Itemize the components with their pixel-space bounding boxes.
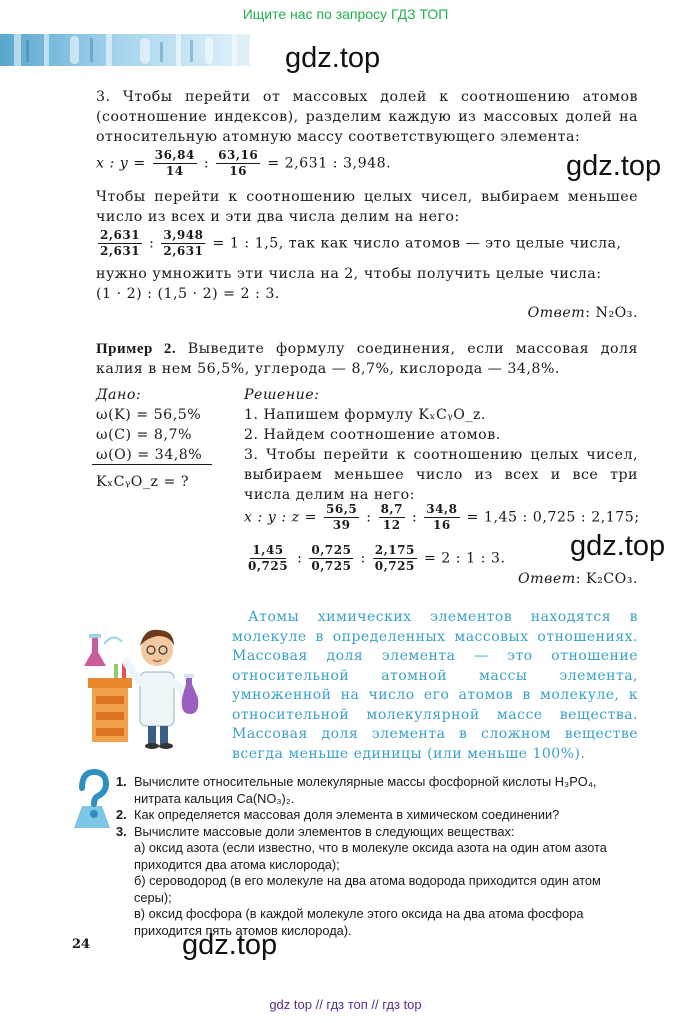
example-2-statement	[96, 339, 638, 379]
given-label: Дано:	[96, 387, 142, 403]
fraction-denominator: 2,631	[100, 244, 141, 258]
fraction-denominator: 16	[229, 164, 248, 178]
watermark: gdz.top	[566, 150, 662, 182]
header-lab-glass-image	[0, 34, 250, 66]
fraction	[373, 544, 417, 573]
ratio-colon: :	[203, 155, 210, 172]
fraction-denominator: 39	[332, 518, 351, 532]
fraction-denominator: 16	[433, 518, 451, 532]
fraction	[153, 149, 197, 178]
fraction	[161, 229, 205, 258]
example-text: Выведите формулу соединения, если массовая доля калия в нем 56,5%, углерода — 8,7%, кислорода — 34,8%.	[96, 341, 639, 377]
solution-block	[244, 385, 638, 505]
answer-2	[518, 569, 638, 589]
ratio-colon: :	[297, 550, 303, 567]
fraction-denominator: 2,631	[163, 244, 204, 258]
solution-label: Решение:	[244, 387, 320, 403]
question-text: Как определяется массовая доля элемента в химическом соединении?	[134, 807, 560, 822]
given-divider	[92, 464, 212, 465]
q3-subitem: б) сероводород (в его молекуле на два атома водорода приходится один атом серы);	[134, 873, 601, 905]
example-label: Пример 2.	[96, 341, 177, 357]
fraction-numerator: 2,631	[100, 228, 141, 242]
fraction-numerator: 34,8	[426, 502, 458, 516]
given-item: ω(K) = 56,5%	[96, 407, 202, 423]
equation-multiply: (1 · 2) : (1,5 · 2) = 2 : 3.	[96, 286, 280, 302]
question-text: Вычислите массовые доли элементов в следующих веществах:	[134, 823, 515, 839]
fraction	[216, 149, 260, 178]
fraction	[98, 229, 142, 258]
ratio-colon: :	[360, 550, 366, 567]
solution-step-1: 1. Напишем формулу KₓCᵧO_z.	[244, 407, 486, 423]
fraction	[424, 503, 459, 532]
fraction-numerator: 0,725	[311, 543, 352, 557]
watermark: gdz.top	[285, 42, 381, 74]
equation-mass-ratio	[96, 149, 391, 178]
given-item: ω(O) = 34,8%	[96, 447, 203, 463]
ratio-colon: :	[149, 235, 155, 252]
fraction-numerator: 1,45	[252, 543, 284, 557]
solution-step-2: 2. Найдем соотношение атомов.	[244, 427, 501, 443]
solution-step-3: 3. Чтобы перейти к соотношению целых чисел, выбираем меньшее число из всех и все три числа делим на него:	[244, 447, 638, 503]
fraction	[246, 544, 290, 573]
scientist-illustration	[74, 622, 224, 750]
eq1-prefix: x : y =	[96, 155, 146, 172]
top-search-link[interactable]: Ищите нас по запросу ГДЗ ТОП	[242, 6, 449, 22]
fraction-denominator: 12	[382, 518, 401, 532]
given-item: ω(C) = 8,7%	[96, 427, 192, 443]
section3-paragraph-3: нужно умножить эти числа на 2, чтобы получить целые числа:	[96, 266, 602, 282]
answer-label: Ответ	[527, 305, 586, 321]
watermark: gdz.top	[570, 530, 666, 562]
question-mark-icon	[70, 768, 114, 832]
question-item	[116, 824, 640, 841]
answer-value: : K₂CO₃.	[575, 571, 638, 587]
question-number: 2.	[116, 807, 127, 822]
section3-paragraph: 3. Чтобы перейти от массовых долей к соотношению атомов (соотношение индексов), разделим каждую из массовых долей на относительную атомную массу соответствующего элемента:	[96, 89, 638, 145]
equation-integer-ratio	[96, 229, 621, 258]
highlight-definition: Атомы химических элементов находятся в молекуле в определенных массовых отношениях. Массовая доля элемента — это отношение относительной атомной массы элемента, умноженной на число его атомов в молекуле, к относительной молекулярной массе вещества. Массовая доля элемента в сложном веществе всегда меньше единицы (или меньше 100%).	[232, 609, 638, 762]
fraction-numerator: 2,175	[374, 543, 415, 557]
fraction-numerator: 36,84	[154, 148, 195, 162]
fraction-numerator: 56,5	[326, 502, 358, 516]
fraction	[324, 503, 359, 532]
fraction-numerator: 3,948	[163, 228, 204, 242]
answer-1	[528, 303, 638, 323]
equation-kco-ratio	[244, 503, 640, 532]
fraction-numerator: 63,16	[218, 148, 259, 162]
fraction-denominator: 0,725	[311, 559, 352, 573]
page-number: 24	[72, 937, 91, 952]
q3-subitem: в) оксид фосфора (в каждой молекуле этого оксида на два атома фосфора приходится пять атомов кислорода).	[134, 906, 584, 938]
question-item	[116, 774, 640, 807]
watermark: gdz.top	[182, 929, 278, 961]
q3-subitem: а) оксид азота (если известно, что в молекуле оксида азота на один атом азота приходится два атома кислорода);	[134, 840, 607, 872]
section3-paragraph-2: Чтобы перейти к соотношению целых чисел, выбираем меньшее число из всех и эти два числа делим на него:	[96, 189, 638, 225]
eq2-result: = 1 : 1,5, так как число атомов — это целые числа,	[212, 235, 622, 252]
question-number: 3.	[116, 823, 127, 839]
question-item	[116, 807, 640, 824]
fraction-denominator: 0,725	[374, 559, 415, 573]
fraction	[309, 544, 353, 573]
bottom-site-link[interactable]: gdz top // гдз топ // гдз top	[269, 997, 422, 1012]
questions-list	[116, 774, 640, 939]
ratio-colon: :	[411, 509, 418, 526]
given-block	[96, 385, 212, 465]
eq1-result: = 2,631 : 3,948.	[267, 155, 392, 172]
fraction	[379, 503, 405, 532]
fraction-denominator: 14	[165, 164, 184, 178]
fraction-numerator: 8,7	[380, 502, 403, 516]
question-number: 1.	[116, 774, 127, 789]
answer-value: : N₂O₃.	[585, 305, 638, 321]
answer-label: Ответ	[518, 571, 576, 587]
eq4-prefix: x : y : z =	[244, 509, 317, 526]
eq4-result: = 1,45 : 0,725 : 2,175;	[466, 509, 640, 526]
fraction-denominator: 0,725	[248, 559, 289, 573]
given-find: KₓCᵧO_z = ?	[96, 474, 190, 490]
equation-kco-integer	[244, 544, 505, 573]
eq5-result: = 2 : 1 : 3.	[423, 550, 506, 567]
question-text: Вычислите относительные молекулярные массы фосфорной кислоты H₃PO₄, нитрата кальция Ca(NO₃)₂.	[134, 774, 597, 806]
ratio-colon: :	[366, 509, 372, 526]
